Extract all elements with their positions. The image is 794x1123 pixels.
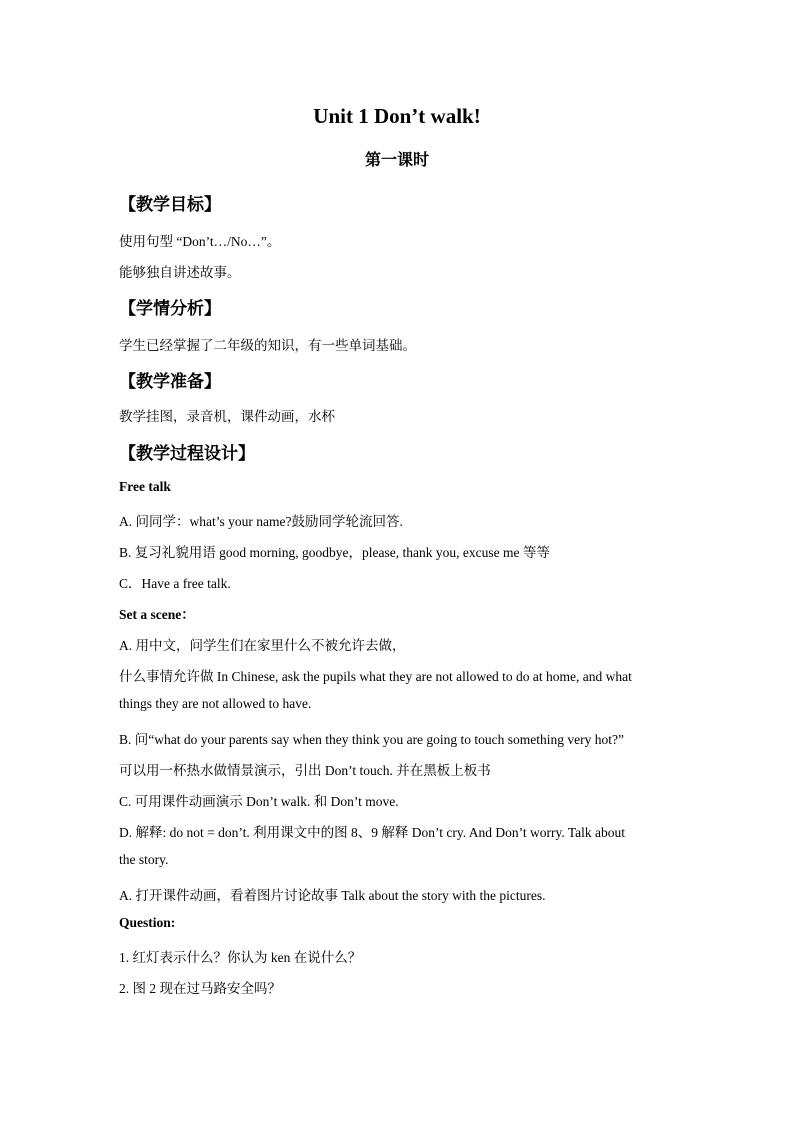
preparation-text: 教学挂图，录音机，课件动画，水杯 (119, 409, 335, 424)
scene-line: the story. (119, 852, 169, 867)
scene-line: C. 可用课件动画演示 Don’t walk. 和 Don’t move. (119, 794, 399, 809)
goal-line: 能够独自讲述故事。 (119, 265, 241, 280)
goal-line: 使用句型 “Don’t…/No…”。 (119, 234, 281, 249)
question-item: 2. 图 2 现在过马路安全吗？ (119, 981, 281, 996)
scene-line: A. 用中文，问学生们在家里什么不被允许去做， (119, 638, 406, 653)
heading-preparation: 【教学准备】 (119, 372, 221, 392)
document-title: Unit 1 Don’t walk! (313, 104, 481, 128)
lesson-subtitle: 第一课时 (364, 150, 429, 169)
free-talk-item: A. 问同学：what’s your name?鼓励同学轮流回答. (119, 514, 403, 529)
heading-process-design: 【教学过程设计】 (119, 444, 255, 464)
heading-student-analysis: 【学情分析】 (119, 299, 221, 319)
scene-line: B. 问“what do your parents say when they think you are going to touch something very hot?” (119, 732, 625, 747)
scene-line: 可以用一杯热水做情景演示，引出 Don’t touch. 并在黑板上板书 (119, 763, 491, 778)
free-talk-item: C．Have a free talk. (119, 576, 231, 591)
scene-line: 什么事情允许做 In Chinese, ask the pupils what they are not allowed to do at home, and what (119, 669, 632, 684)
scene-line: D. 解释: do not = don’t. 利用课文中的图 8、9 解释 Don’t cry. And Don’t worry. Talk about (119, 825, 626, 840)
set-scene-label: Set a scene： (119, 607, 195, 622)
free-talk-item: B. 复习礼貌用语 good morning, goodbye，please, thank you, excuse me 等等 (119, 545, 550, 560)
scene-line: things they are not allowed to have. (119, 696, 312, 711)
free-talk-label: Free talk (119, 479, 171, 494)
scene-line: A. 打开课件动画，看着图片讨论故事 Talk about the story with the pictures. (119, 888, 546, 903)
analysis-text: 学生已经掌握了二年级的知识，有一些单词基础。 (119, 338, 416, 353)
question-item: 1. 红灯表示什么？你认为 ken 在说什么？ (119, 950, 362, 965)
heading-teaching-goals: 【教学目标】 (119, 195, 221, 215)
question-label: Question: (119, 915, 176, 930)
